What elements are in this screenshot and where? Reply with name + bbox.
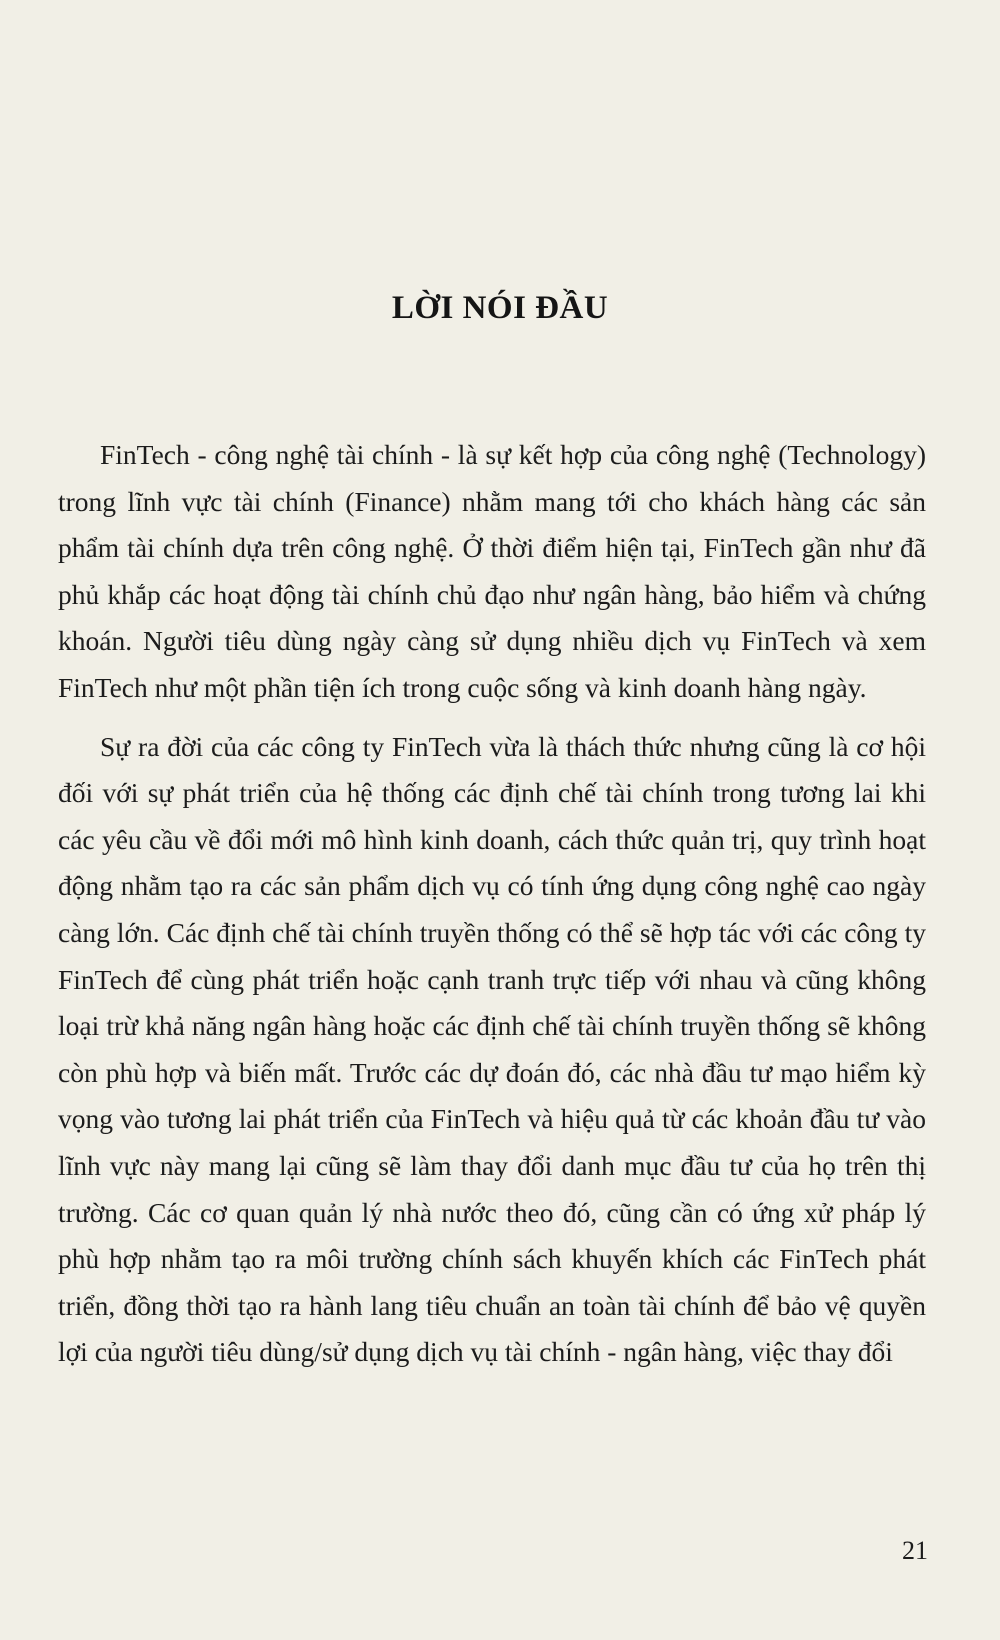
body-text [58, 432, 926, 1376]
paragraph-1: FinTech - công nghệ tài chính - là sự kết hợp của công nghệ (Technology) trong lĩnh vực tài chính (Finance) nhằm mang tới cho khách hàng các sản phẩm tài chính dựa trên công nghệ. Ở thời điểm hiện tại, FinTech gần như đã phủ khắp các hoạt động tài chính chủ đạo như ngân hàng, bảo hiểm và chứng khoán. Người tiêu dùng ngày càng sử dụng nhiều dịch vụ FinTech và xem FinTech như một phần tiện ích trong cuộc sống và kinh doanh hàng ngày. [58, 439, 926, 703]
page-title: LỜI NÓI ĐẦU [391, 290, 609, 327]
paragraph-2: Sự ra đời của các công ty FinTech vừa là thách thức nhưng cũng là cơ hội đối với sự phát triển của hệ thống các định chế tài chính trong tương lai khi các yêu cầu về đổi mới mô hình kinh doanh, cách thức quản trị, quy trình hoạt động nhằm tạo ra các sản phẩm dịch vụ có tính ứng dụng công nghệ cao ngày càng lớn. Các định chế tài chính truyền thống có thể sẽ hợp tác với các công ty FinTech để cùng phát triển hoặc cạnh tranh trực tiếp với nhau và cũng không loại trừ khả năng ngân hàng hoặc các định chế tài chính truyền thống sẽ không còn phù hợp và biến mất. Trước các dự đoán đó, các nhà đầu tư mạo hiểm kỳ vọng vào tương lai phát triển của FinTech và hiệu quả từ các khoản đầu tư vào lĩnh vực này mang lại cũng sẽ làm thay đổi danh mục đầu tư của họ trên thị trường. Các cơ quan quản lý nhà nước theo đó, cũng cần có ứng xử pháp lý phù hợp nhằm tạo ra môi trường chính sách khuyến khích các FinTech phát triển, đồng thời tạo ra hành lang tiêu chuẩn an toàn tài chính để bảo vệ quyền lợi của người tiêu dùng/sử dụng dịch vụ tài chính - ngân hàng, việc thay đổi [58, 730, 926, 1368]
page-number: 21 [902, 1536, 928, 1565]
